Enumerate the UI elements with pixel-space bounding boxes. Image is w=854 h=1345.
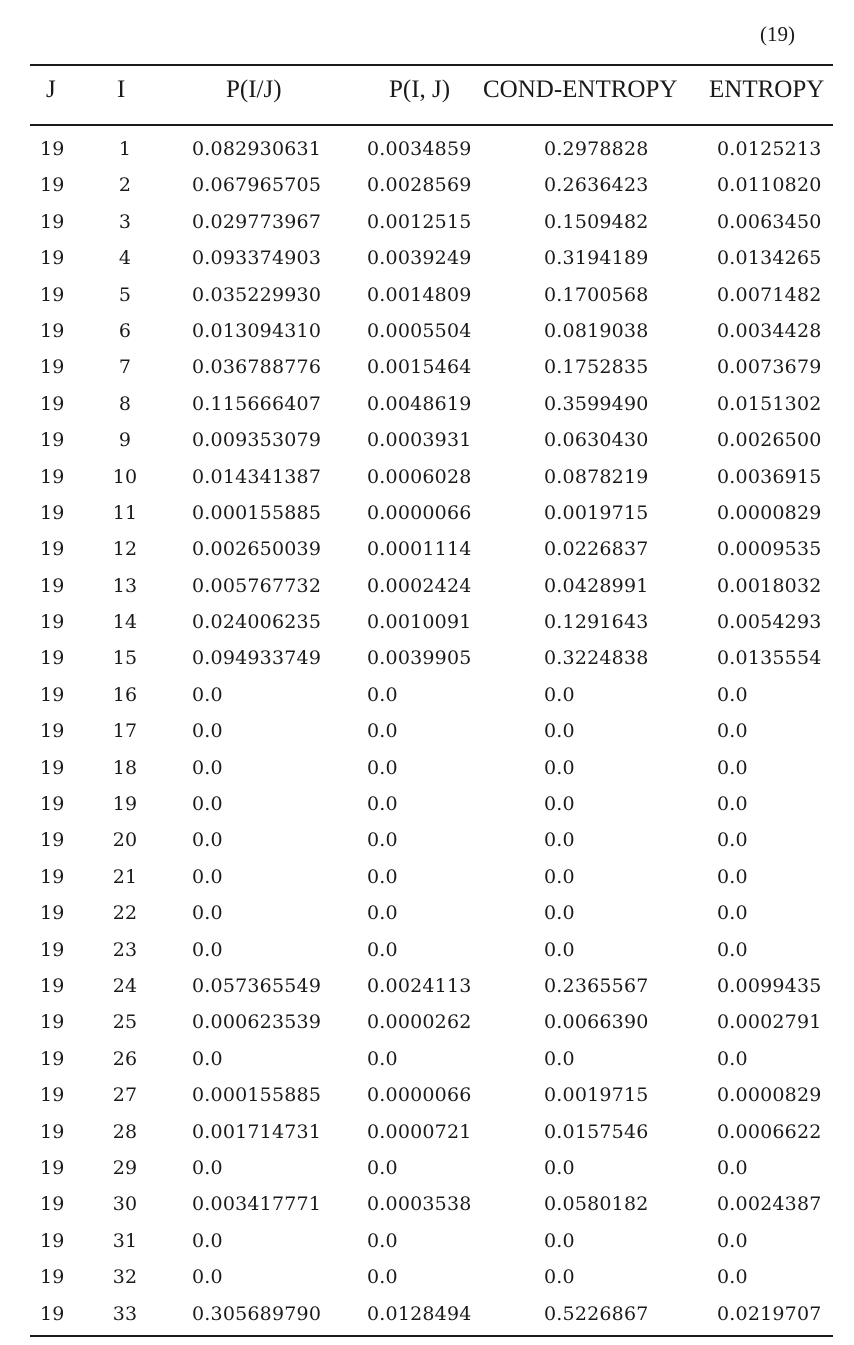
cell-p-i-given-j: 0.0 [192, 1229, 223, 1252]
table-row [0, 787, 854, 823]
cell-cond-entropy: 0.1752835 [544, 356, 649, 379]
cell-p-i-given-j: 0.000155885 [192, 1084, 322, 1107]
table-row [0, 241, 854, 277]
cell-entropy: 0.0 [717, 756, 748, 779]
cell-i: 20 [112, 829, 138, 852]
cell-cond-entropy: 0.0 [544, 683, 575, 706]
table-row [0, 423, 854, 459]
cell-p-i-j: 0.0024113 [367, 974, 472, 997]
cell-p-i-given-j: 0.0 [192, 1047, 223, 1070]
table-row [0, 1260, 854, 1296]
cell-cond-entropy: 0.5226867 [544, 1302, 649, 1325]
cell-cond-entropy: 0.0 [544, 1047, 575, 1070]
cell-j: 19 [40, 138, 65, 160]
cell-entropy: 0.0 [717, 902, 748, 925]
cell-entropy: 0.0125213 [717, 138, 822, 160]
cell-p-i-given-j: 0.013094310 [192, 319, 322, 342]
cell-j: 19 [40, 247, 65, 270]
cell-p-i-given-j: 0.0 [192, 1266, 223, 1289]
table-row [0, 314, 854, 350]
cell-entropy: 0.0054293 [717, 611, 822, 634]
cell-cond-entropy: 0.0 [544, 902, 575, 925]
table-row [0, 350, 854, 386]
cell-j: 19 [40, 865, 65, 888]
cell-p-i-j: 0.0 [367, 829, 398, 852]
cell-p-i-j: 0.0 [367, 756, 398, 779]
cell-p-i-given-j: 0.067965705 [192, 174, 322, 197]
cell-cond-entropy: 0.0066390 [544, 1011, 649, 1034]
cell-i: 6 [118, 319, 132, 342]
cell-j: 19 [40, 210, 65, 233]
cell-p-i-given-j: 0.0 [192, 793, 223, 816]
cell-cond-entropy: 0.0878219 [544, 465, 649, 488]
cell-entropy: 0.0063450 [717, 210, 822, 233]
cell-j: 19 [40, 720, 65, 743]
table-row [0, 1005, 854, 1041]
cell-p-i-j: 0.0028569 [367, 174, 472, 197]
cell-cond-entropy: 0.3599490 [544, 392, 649, 415]
cell-i: 14 [112, 611, 138, 634]
cell-j: 19 [40, 465, 65, 488]
table-row [0, 1078, 854, 1114]
cell-p-i-j: 0.0 [367, 793, 398, 816]
cell-entropy: 0.0034428 [717, 319, 822, 342]
cell-p-i-given-j: 0.000623539 [192, 1011, 322, 1034]
cell-i: 32 [112, 1266, 138, 1289]
cell-entropy: 0.0219707 [717, 1302, 822, 1325]
cell-p-i-j: 0.0 [367, 1047, 398, 1070]
cell-j: 19 [40, 1229, 65, 1252]
cell-cond-entropy: 0.1291643 [544, 611, 649, 634]
cell-entropy: 0.0026500 [717, 429, 822, 452]
cell-cond-entropy: 0.0226837 [544, 538, 649, 561]
table-row [0, 1297, 854, 1333]
cell-i: 9 [118, 429, 132, 452]
cell-cond-entropy: 0.0 [544, 938, 575, 961]
cell-j: 19 [40, 501, 65, 524]
cell-cond-entropy: 0.3194189 [544, 247, 649, 270]
cell-cond-entropy: 0.0 [544, 720, 575, 743]
cell-p-i-given-j: 0.0 [192, 865, 223, 888]
table-row [0, 823, 854, 859]
header-entropy: ENTROPY [709, 76, 825, 103]
cell-i: 16 [112, 683, 138, 706]
cell-i: 4 [118, 247, 132, 270]
cell-entropy: 0.0000829 [717, 501, 822, 524]
cell-p-i-j: 0.0000721 [367, 1120, 472, 1143]
cell-p-i-given-j: 0.003417771 [192, 1193, 322, 1216]
cell-p-i-j: 0.0014809 [367, 283, 472, 306]
cell-p-i-given-j: 0.094933749 [192, 647, 322, 670]
table-row [0, 569, 854, 605]
table-bottom-rule [30, 1335, 833, 1337]
cell-i: 5 [118, 283, 132, 306]
table-row [0, 1187, 854, 1223]
cell-j: 19 [40, 319, 65, 342]
cell-entropy: 0.0151302 [717, 392, 822, 415]
cell-i: 25 [112, 1011, 138, 1034]
cell-p-i-j: 0.0 [367, 1266, 398, 1289]
table-row [0, 933, 854, 969]
cell-j: 19 [40, 392, 65, 415]
cell-entropy: 0.0134265 [717, 247, 822, 270]
cell-p-i-given-j: 0.029773967 [192, 210, 322, 233]
cell-i: 18 [112, 756, 138, 779]
cell-j: 19 [40, 429, 65, 452]
table-row [0, 678, 854, 714]
cell-i: 2 [118, 174, 132, 197]
cell-i: 21 [112, 865, 138, 888]
cell-i: 33 [112, 1302, 138, 1325]
cell-cond-entropy: 0.0819038 [544, 319, 649, 342]
cell-p-i-given-j: 0.115666407 [192, 392, 322, 415]
table-row [0, 751, 854, 787]
table-row [0, 496, 854, 532]
cell-entropy: 0.0024387 [717, 1193, 822, 1216]
cell-p-i-j: 0.0 [367, 683, 398, 706]
cell-p-i-given-j: 0.0 [192, 1156, 223, 1179]
header-cond-entropy: COND-ENTROPY [483, 76, 678, 103]
cell-cond-entropy: 0.3224838 [544, 647, 649, 670]
cell-j: 19 [40, 1047, 65, 1070]
cell-cond-entropy: 0.2636423 [544, 174, 649, 197]
cell-i: 1 [118, 138, 132, 160]
cell-j: 19 [40, 1120, 65, 1143]
cell-j: 19 [40, 902, 65, 925]
cell-entropy: 0.0000829 [717, 1084, 822, 1107]
cell-i: 23 [112, 938, 138, 961]
table-row [0, 969, 854, 1005]
table-row [0, 1151, 854, 1187]
cell-p-i-given-j: 0.305689790 [192, 1302, 322, 1325]
cell-j: 19 [40, 793, 65, 816]
cell-j: 19 [40, 574, 65, 597]
cell-entropy: 0.0009535 [717, 538, 822, 561]
header-i: I [117, 76, 126, 103]
cell-entropy: 0.0 [717, 829, 748, 852]
cell-cond-entropy: 0.1700568 [544, 283, 649, 306]
cell-cond-entropy: 0.0157546 [544, 1120, 649, 1143]
cell-entropy: 0.0 [717, 1229, 748, 1252]
cell-i: 12 [112, 538, 138, 561]
cell-p-i-given-j: 0.0 [192, 902, 223, 925]
cell-entropy: 0.0099435 [717, 974, 822, 997]
header-p-i-given-j: P(I/J) [226, 76, 282, 103]
cell-p-i-j: 0.0010091 [367, 611, 472, 634]
cell-entropy: 0.0 [717, 720, 748, 743]
cell-cond-entropy: 0.0630430 [544, 429, 649, 452]
cell-p-i-j: 0.0039905 [367, 647, 472, 670]
cell-p-i-j: 0.0000262 [367, 1011, 472, 1034]
cell-p-i-j: 0.0048619 [367, 392, 472, 415]
cell-cond-entropy: 0.0 [544, 1266, 575, 1289]
cell-p-i-j: 0.0 [367, 720, 398, 743]
cell-cond-entropy: 0.0 [544, 865, 575, 888]
cell-p-i-given-j: 0.014341387 [192, 465, 322, 488]
header-j: J [46, 76, 56, 103]
cell-j: 19 [40, 283, 65, 306]
cell-j: 19 [40, 1302, 65, 1325]
cell-j: 19 [40, 829, 65, 852]
cell-i: 26 [112, 1047, 138, 1070]
cell-cond-entropy: 0.0 [544, 1229, 575, 1252]
cell-j: 19 [40, 1266, 65, 1289]
cell-p-i-j: 0.0001114 [367, 538, 472, 561]
cell-i: 29 [112, 1156, 138, 1179]
cell-entropy: 0.0006622 [717, 1120, 822, 1143]
cell-p-i-given-j: 0.035229930 [192, 283, 322, 306]
cell-entropy: 0.0 [717, 1047, 748, 1070]
cell-entropy: 0.0110820 [717, 174, 822, 197]
cell-cond-entropy: 0.0428991 [544, 574, 649, 597]
table-row [0, 168, 854, 204]
cell-p-i-given-j: 0.0 [192, 829, 223, 852]
cell-p-i-j: 0.0 [367, 938, 398, 961]
cell-p-i-j: 0.0012515 [367, 210, 472, 233]
table-row [0, 205, 854, 241]
cell-p-i-j: 0.0128494 [367, 1302, 472, 1325]
table-row [0, 132, 854, 168]
cell-p-i-given-j: 0.024006235 [192, 611, 322, 634]
cell-p-i-given-j: 0.005767732 [192, 574, 322, 597]
table-row [0, 460, 854, 496]
cell-p-i-given-j: 0.002650039 [192, 538, 322, 561]
cell-p-i-j: 0.0 [367, 902, 398, 925]
cell-p-i-given-j: 0.057365549 [192, 974, 322, 997]
table-row [0, 1224, 854, 1260]
cell-p-i-given-j: 0.009353079 [192, 429, 322, 452]
cell-p-i-given-j: 0.036788776 [192, 356, 322, 379]
table-header-rule [30, 124, 833, 126]
cell-i: 30 [112, 1193, 138, 1216]
cell-j: 19 [40, 683, 65, 706]
table-row [0, 1115, 854, 1151]
cell-p-i-j: 0.0039249 [367, 247, 472, 270]
cell-j: 19 [40, 938, 65, 961]
cell-cond-entropy: 0.0 [544, 756, 575, 779]
table-body [0, 132, 854, 1333]
cell-i: 24 [112, 974, 138, 997]
cell-cond-entropy: 0.2365567 [544, 974, 649, 997]
cell-i: 10 [112, 465, 138, 488]
cell-i: 3 [118, 210, 132, 233]
cell-cond-entropy: 0.0 [544, 1156, 575, 1179]
table-row [0, 278, 854, 314]
cell-j: 19 [40, 538, 65, 561]
cell-p-i-given-j: 0.0 [192, 720, 223, 743]
cell-cond-entropy: 0.1509482 [544, 210, 649, 233]
cell-j: 19 [40, 1156, 65, 1179]
cell-p-i-given-j: 0.0 [192, 938, 223, 961]
cell-entropy: 0.0002791 [717, 1011, 822, 1034]
table-row [0, 532, 854, 568]
cell-j: 19 [40, 1084, 65, 1107]
cell-p-i-given-j: 0.001714731 [192, 1120, 322, 1143]
cell-i: 27 [112, 1084, 138, 1107]
cell-p-i-given-j: 0.0 [192, 683, 223, 706]
cell-p-i-j: 0.0005504 [367, 319, 472, 342]
cell-cond-entropy: 0.0 [544, 793, 575, 816]
table-row [0, 1042, 854, 1078]
cell-p-i-j: 0.0003538 [367, 1193, 472, 1216]
header-p-i-j: P(I, J) [389, 76, 451, 103]
table-row [0, 860, 854, 896]
cell-p-i-j: 0.0 [367, 1156, 398, 1179]
cell-entropy: 0.0 [717, 1156, 748, 1179]
cell-entropy: 0.0 [717, 683, 748, 706]
cell-i: 19 [112, 793, 138, 816]
cell-cond-entropy: 0.0019715 [544, 501, 649, 524]
cell-j: 19 [40, 974, 65, 997]
cell-j: 19 [40, 756, 65, 779]
cell-i: 15 [112, 647, 138, 670]
cell-p-i-j: 0.0015464 [367, 356, 472, 379]
cell-p-i-given-j: 0.0 [192, 756, 223, 779]
cell-entropy: 0.0036915 [717, 465, 822, 488]
cell-p-i-j: 0.0006028 [367, 465, 472, 488]
cell-cond-entropy: 0.2978828 [544, 138, 649, 160]
cell-j: 19 [40, 356, 65, 379]
page-number: (19) [760, 22, 795, 46]
cell-entropy: 0.0 [717, 865, 748, 888]
cell-cond-entropy: 0.0019715 [544, 1084, 649, 1107]
cell-entropy: 0.0 [717, 1266, 748, 1289]
table-header [0, 76, 854, 116]
cell-entropy: 0.0071482 [717, 283, 822, 306]
cell-j: 19 [40, 611, 65, 634]
cell-entropy: 0.0073679 [717, 356, 822, 379]
cell-p-i-j: 0.0 [367, 865, 398, 888]
table-row [0, 714, 854, 750]
cell-entropy: 0.0018032 [717, 574, 822, 597]
table-row [0, 605, 854, 641]
cell-j: 19 [40, 647, 65, 670]
cell-i: 13 [112, 574, 138, 597]
cell-i: 28 [112, 1120, 138, 1143]
cell-p-i-given-j: 0.000155885 [192, 501, 322, 524]
table-top-rule [30, 64, 833, 66]
cell-j: 19 [40, 1011, 65, 1034]
cell-cond-entropy: 0.0 [544, 829, 575, 852]
cell-p-i-j: 0.0 [367, 1229, 398, 1252]
cell-i: 8 [118, 392, 132, 415]
table-row [0, 896, 854, 932]
cell-cond-entropy: 0.0580182 [544, 1193, 649, 1216]
cell-i: 22 [112, 902, 138, 925]
cell-p-i-j: 0.0002424 [367, 574, 472, 597]
cell-p-i-given-j: 0.093374903 [192, 247, 322, 270]
cell-j: 19 [40, 174, 65, 197]
cell-i: 31 [112, 1229, 138, 1252]
cell-p-i-j: 0.0000066 [367, 501, 472, 524]
table-row [0, 641, 854, 677]
cell-i: 11 [112, 501, 138, 524]
cell-entropy: 0.0 [717, 793, 748, 816]
cell-i: 7 [118, 356, 132, 379]
cell-p-i-given-j: 0.082930631 [192, 138, 322, 160]
cell-entropy: 0.0135554 [717, 647, 822, 670]
cell-p-i-j: 0.0003931 [367, 429, 472, 452]
cell-i: 17 [112, 720, 138, 743]
cell-p-i-j: 0.0034859 [367, 138, 472, 160]
table-row [0, 387, 854, 423]
cell-p-i-j: 0.0000066 [367, 1084, 472, 1107]
cell-j: 19 [40, 1193, 65, 1216]
cell-entropy: 0.0 [717, 938, 748, 961]
